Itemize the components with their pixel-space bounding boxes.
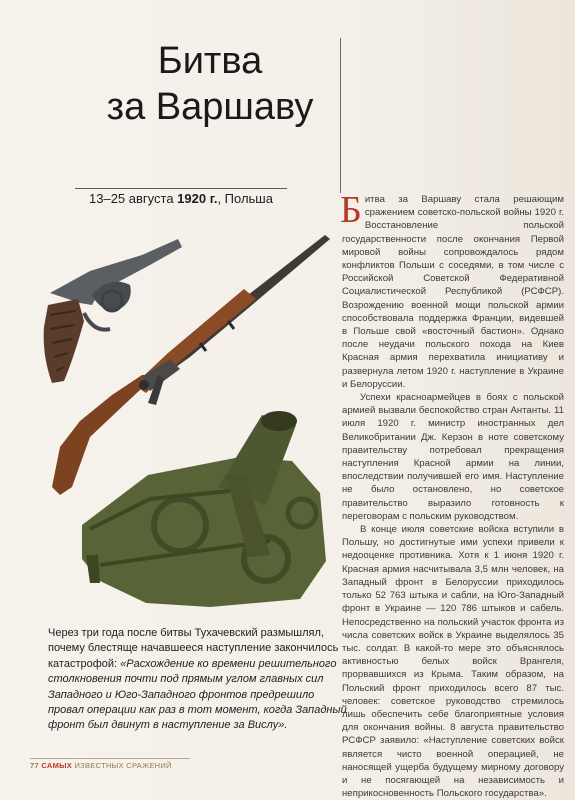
caption-quote: «Расхождение ко времени решительного столкновения почти под прямым углом главных сил Западного и Юго-Западного фронтов предрешило провал операции как раз в тот момент, когда Западный фронт был двинут в наступление за Вислу». xyxy=(48,657,347,732)
weapons-illustration xyxy=(30,225,340,620)
paragraph-1-text: итва за Варшаву стала решающим сражением советско-польской войны 1920 г. Восстановление польской государственности после окончания Первой мировой войны сопровождалось рядом конфликтов Польши с соседями, в том числе с Российской Советской Федеративной Социалистической Республикой (РСФСР). Возрождению военной мощи польской армии способствовала поддержка Франции, видевшей в Польше свой «восточный бастион». Однако после неудачи польского похода на Киев Красная армия перехватила инициативу и развернула летом 1920 г. наступление в Украине и Белоруссии. xyxy=(342,194,564,390)
illustration-caption xyxy=(48,626,348,734)
date-suffix: , Польша xyxy=(217,191,273,206)
paragraph-3: В конце июля советские войска вступили в Польшу, но достигнутые ими успехи привели к недооценке противника. Хотя к 1 июня 1920 г. Красная армия насчитывала 3,5 млн человек, на Западный фронт в Белоруссии приходилось только 52 763 штыка и сабли, на Юго-Западный фронт в Украине — 120 786 штыков и сабель. Непосредственно на польский участок фронта из числа советских войск в Украине выделялось 35 тыс. солдат. В какой-то мере это объяснялось активностью белых войск Врангеля, прорвавшихся из Крыма. Таким образом, на Польский фронт приходилось всего 87 тыс. человек: советское руководство стремилось лишь обеспечить себе благоприятные условия для окончания войны. 8 августа правительство РСФСР заявило: «Наступление советских войск является чисто военной операцией, не наносящей ущерба будущему мирному договору и не посягающей на независимость и неприкосновенность Польского государства». xyxy=(342,524,564,800)
page-number: 77 xyxy=(30,761,39,770)
date-prefix: 13–25 августа xyxy=(89,191,178,206)
drop-cap: Б xyxy=(340,189,362,231)
paragraph-1 xyxy=(340,189,564,391)
paragraph-2: Успехи красноармейцев в боях с польской армией вызвали беспокойство стран Антанты. 11 июля 1920 г. министр иностранных дел Великобритании Дж. Керзон в ноте советскому правительству потребовал прекращения наступления Красной армии на линии, впоследствии получившей его имя. Наступление не было остановлено, но советское правительство выразило готовность к переговорам с польским руководством. xyxy=(342,392,564,522)
footer-brand: САМЫХ xyxy=(41,761,73,770)
footer-series: ИЗВЕСТНЫХ СРАЖЕНИЙ xyxy=(72,761,172,770)
date-line xyxy=(75,191,287,206)
mortar-image xyxy=(82,411,326,607)
date-rule xyxy=(75,188,287,189)
page-title xyxy=(100,38,320,130)
article-body xyxy=(340,189,564,800)
date-year: 1920 г. xyxy=(177,191,218,206)
title-line-2: за Варшаву xyxy=(106,86,314,128)
column-divider xyxy=(340,38,341,193)
title-line-1: Битва xyxy=(157,40,263,82)
page-footer xyxy=(30,758,190,771)
caption-intro: Через три года после битвы Тухачевский размышлял, почему блестяще начавшееся наступление закончилось катастрофой: xyxy=(48,627,339,670)
